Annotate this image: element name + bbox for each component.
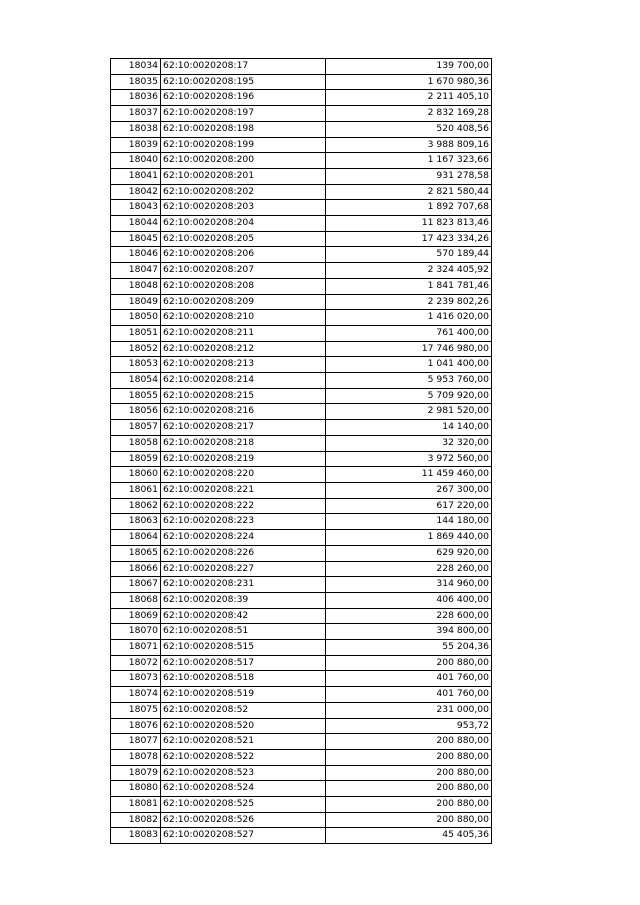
cadastral-value-cell: 1 869 440,00 [326, 530, 492, 546]
cadastral-value-cell: 2 981 520,00 [326, 404, 492, 420]
table-row [111, 168, 492, 184]
table-row [111, 640, 492, 656]
row-number-cell: 18069 [111, 608, 161, 624]
cadastral-value-cell: 32 320,00 [326, 435, 492, 451]
cadastral-value-cell: 200 880,00 [326, 765, 492, 781]
cadastral-number-cell: 62:10:0020208:211 [161, 325, 326, 341]
cadastral-value-cell: 394 800,00 [326, 624, 492, 640]
cadastral-number-cell: 62:10:0020208:200 [161, 153, 326, 169]
cadastral-number-cell: 62:10:0020208:523 [161, 765, 326, 781]
cadastral-number-cell: 62:10:0020208:221 [161, 482, 326, 498]
cadastral-number-cell: 62:10:0020208:222 [161, 498, 326, 514]
table-row [111, 278, 492, 294]
row-number-cell: 18060 [111, 467, 161, 483]
cadastral-number-cell: 62:10:0020208:209 [161, 294, 326, 310]
cadastral-number-cell: 62:10:0020208:207 [161, 263, 326, 279]
table-row [111, 231, 492, 247]
table-row [111, 247, 492, 263]
row-number-cell: 18045 [111, 231, 161, 247]
cadastral-number-cell: 62:10:0020208:525 [161, 797, 326, 813]
row-number-cell: 18081 [111, 797, 161, 813]
row-number-cell: 18066 [111, 561, 161, 577]
table-row [111, 200, 492, 216]
table-row [111, 184, 492, 200]
table-row [111, 310, 492, 326]
row-number-cell: 18076 [111, 718, 161, 734]
table-row [111, 74, 492, 90]
table-row [111, 624, 492, 640]
cadastral-value-cell: 401 760,00 [326, 687, 492, 703]
cadastral-value-cell: 1 841 781,46 [326, 278, 492, 294]
table-row [111, 718, 492, 734]
cadastral-value-cell: 17 423 334,26 [326, 231, 492, 247]
table-row [111, 137, 492, 153]
row-number-cell: 18034 [111, 59, 161, 75]
cadastral-number-cell: 62:10:0020208:218 [161, 435, 326, 451]
table-row [111, 357, 492, 373]
row-number-cell: 18046 [111, 247, 161, 263]
cadastral-value-cell: 1 416 020,00 [326, 310, 492, 326]
cadastral-number-cell: 62:10:0020208:522 [161, 749, 326, 765]
row-number-cell: 18041 [111, 168, 161, 184]
cadastral-value-cell: 200 880,00 [326, 812, 492, 828]
row-number-cell: 18061 [111, 482, 161, 498]
cadastral-number-cell: 62:10:0020208:215 [161, 388, 326, 404]
cadastral-value-cell: 2 821 580,44 [326, 184, 492, 200]
table-row [111, 514, 492, 530]
row-number-cell: 18048 [111, 278, 161, 294]
table-row [111, 561, 492, 577]
table-row [111, 216, 492, 232]
row-number-cell: 18039 [111, 137, 161, 153]
table-row [111, 577, 492, 593]
row-number-cell: 18057 [111, 420, 161, 436]
row-number-cell: 18082 [111, 812, 161, 828]
row-number-cell: 18079 [111, 765, 161, 781]
table-row [111, 498, 492, 514]
cadastral-number-cell: 62:10:0020208:521 [161, 734, 326, 750]
cadastral-number-cell: 62:10:0020208:519 [161, 687, 326, 703]
cadastral-number-cell: 62:10:0020208:214 [161, 373, 326, 389]
cadastral-value-cell: 17 746 980,00 [326, 341, 492, 357]
cadastral-value-cell: 200 880,00 [326, 734, 492, 750]
table-body [111, 59, 492, 844]
table-row [111, 655, 492, 671]
row-number-cell: 18035 [111, 74, 161, 90]
table-row [111, 373, 492, 389]
row-number-cell: 18044 [111, 216, 161, 232]
row-number-cell: 18067 [111, 577, 161, 593]
cadastral-number-cell: 62:10:0020208:208 [161, 278, 326, 294]
cadastral-value-cell: 1 041 400,00 [326, 357, 492, 373]
table-row [111, 545, 492, 561]
cadastral-number-cell: 62:10:0020208:212 [161, 341, 326, 357]
cadastral-value-cell: 761 400,00 [326, 325, 492, 341]
table-row [111, 797, 492, 813]
cadastral-value-cell: 11 823 813,46 [326, 216, 492, 232]
table-row [111, 592, 492, 608]
row-number-cell: 18077 [111, 734, 161, 750]
cadastral-value-cell: 5 709 920,00 [326, 388, 492, 404]
cadastral-number-cell: 62:10:0020208:526 [161, 812, 326, 828]
cadastral-number-cell: 62:10:0020208:17 [161, 59, 326, 75]
table-row [111, 530, 492, 546]
table-row [111, 451, 492, 467]
table-row [111, 765, 492, 781]
cadastral-value-cell: 228 600,00 [326, 608, 492, 624]
row-number-cell: 18050 [111, 310, 161, 326]
cadastral-number-cell: 62:10:0020208:227 [161, 561, 326, 577]
table-row [111, 734, 492, 750]
row-number-cell: 18078 [111, 749, 161, 765]
table-row [111, 671, 492, 687]
cadastral-number-cell: 62:10:0020208:201 [161, 168, 326, 184]
cadastral-number-cell: 62:10:0020208:196 [161, 90, 326, 106]
cadastral-value-cell: 931 278,58 [326, 168, 492, 184]
cadastral-number-cell: 62:10:0020208:195 [161, 74, 326, 90]
table-row [111, 106, 492, 122]
row-number-cell: 18047 [111, 263, 161, 279]
row-number-cell: 18043 [111, 200, 161, 216]
cadastral-value-cell: 200 880,00 [326, 797, 492, 813]
table-row [111, 325, 492, 341]
table-row [111, 90, 492, 106]
row-number-cell: 18064 [111, 530, 161, 546]
cadastral-value-cell: 401 760,00 [326, 671, 492, 687]
cadastral-number-cell: 62:10:0020208:202 [161, 184, 326, 200]
cadastral-number-cell: 62:10:0020208:213 [161, 357, 326, 373]
cadastral-value-cell: 11 459 460,00 [326, 467, 492, 483]
cadastral-number-cell: 62:10:0020208:198 [161, 121, 326, 137]
row-number-cell: 18053 [111, 357, 161, 373]
table-row [111, 121, 492, 137]
table-row [111, 749, 492, 765]
cadastral-number-cell: 62:10:0020208:517 [161, 655, 326, 671]
cadastral-value-cell: 3 972 560,00 [326, 451, 492, 467]
cadastral-number-cell: 62:10:0020208:226 [161, 545, 326, 561]
table-row [111, 812, 492, 828]
cadastral-number-cell: 62:10:0020208:216 [161, 404, 326, 420]
cadastral-number-cell: 62:10:0020208:223 [161, 514, 326, 530]
cadastral-number-cell: 62:10:0020208:210 [161, 310, 326, 326]
row-number-cell: 18056 [111, 404, 161, 420]
cadastral-value-cell: 200 880,00 [326, 781, 492, 797]
cadastral-number-cell: 62:10:0020208:231 [161, 577, 326, 593]
cadastral-number-cell: 62:10:0020208:39 [161, 592, 326, 608]
row-number-cell: 18042 [111, 184, 161, 200]
table-row [111, 781, 492, 797]
cadastral-value-cell: 144 180,00 [326, 514, 492, 530]
table-row [111, 687, 492, 703]
table-row [111, 59, 492, 75]
row-number-cell: 18059 [111, 451, 161, 467]
cadastral-number-cell: 62:10:0020208:42 [161, 608, 326, 624]
cadastral-number-cell: 62:10:0020208:527 [161, 828, 326, 844]
cadastral-number-cell: 62:10:0020208:203 [161, 200, 326, 216]
cadastral-value-cell: 1 167 323,66 [326, 153, 492, 169]
row-number-cell: 18063 [111, 514, 161, 530]
table-row [111, 388, 492, 404]
row-number-cell: 18072 [111, 655, 161, 671]
table-row [111, 153, 492, 169]
row-number-cell: 18075 [111, 702, 161, 718]
row-number-cell: 18083 [111, 828, 161, 844]
table-row [111, 404, 492, 420]
cadastral-number-cell: 62:10:0020208:515 [161, 640, 326, 656]
row-number-cell: 18065 [111, 545, 161, 561]
cadastral-number-cell: 62:10:0020208:52 [161, 702, 326, 718]
row-number-cell: 18074 [111, 687, 161, 703]
cadastral-number-cell: 62:10:0020208:224 [161, 530, 326, 546]
cadastral-value-cell: 14 140,00 [326, 420, 492, 436]
cadastral-value-cell: 3 988 809,16 [326, 137, 492, 153]
cadastral-value-cell: 2 324 405,92 [326, 263, 492, 279]
table-row [111, 828, 492, 844]
cadastral-number-cell: 62:10:0020208:520 [161, 718, 326, 734]
row-number-cell: 18038 [111, 121, 161, 137]
table-row [111, 420, 492, 436]
cadastral-value-cell: 1 670 980,36 [326, 74, 492, 90]
cadastral-value-cell: 45 405,36 [326, 828, 492, 844]
cadastral-value-cell: 314 960,00 [326, 577, 492, 593]
cadastral-number-cell: 62:10:0020208:219 [161, 451, 326, 467]
row-number-cell: 18040 [111, 153, 161, 169]
cadastral-number-cell: 62:10:0020208:217 [161, 420, 326, 436]
row-number-cell: 18054 [111, 373, 161, 389]
row-number-cell: 18062 [111, 498, 161, 514]
row-number-cell: 18071 [111, 640, 161, 656]
cadastral-value-cell: 267 300,00 [326, 482, 492, 498]
cadastral-value-cell: 2 211 405,10 [326, 90, 492, 106]
row-number-cell: 18037 [111, 106, 161, 122]
cadastral-value-table [110, 58, 492, 844]
cadastral-value-cell: 1 892 707,68 [326, 200, 492, 216]
table-row [111, 702, 492, 718]
cadastral-number-cell: 62:10:0020208:204 [161, 216, 326, 232]
table-row [111, 435, 492, 451]
cadastral-number-cell: 62:10:0020208:524 [161, 781, 326, 797]
row-number-cell: 18068 [111, 592, 161, 608]
row-number-cell: 18036 [111, 90, 161, 106]
row-number-cell: 18058 [111, 435, 161, 451]
cadastral-value-cell: 200 880,00 [326, 655, 492, 671]
cadastral-value-cell: 55 204,36 [326, 640, 492, 656]
cadastral-number-cell: 62:10:0020208:206 [161, 247, 326, 263]
table-row [111, 341, 492, 357]
cadastral-value-cell: 520 408,56 [326, 121, 492, 137]
row-number-cell: 18055 [111, 388, 161, 404]
cadastral-number-cell: 62:10:0020208:199 [161, 137, 326, 153]
cadastral-value-cell: 2 832 169,28 [326, 106, 492, 122]
table-row [111, 294, 492, 310]
cadastral-number-cell: 62:10:0020208:220 [161, 467, 326, 483]
table-row [111, 263, 492, 279]
cadastral-number-cell: 62:10:0020208:205 [161, 231, 326, 247]
cadastral-number-cell: 62:10:0020208:197 [161, 106, 326, 122]
row-number-cell: 18049 [111, 294, 161, 310]
table-row [111, 608, 492, 624]
cadastral-number-cell: 62:10:0020208:518 [161, 671, 326, 687]
cadastral-value-cell: 406 400,00 [326, 592, 492, 608]
row-number-cell: 18051 [111, 325, 161, 341]
table-row [111, 467, 492, 483]
cadastral-value-cell: 5 953 760,00 [326, 373, 492, 389]
cadastral-value-cell: 617 220,00 [326, 498, 492, 514]
cadastral-value-cell: 200 880,00 [326, 749, 492, 765]
cadastral-value-cell: 570 189,44 [326, 247, 492, 263]
cadastral-value-cell: 953,72 [326, 718, 492, 734]
cadastral-value-cell: 231 000,00 [326, 702, 492, 718]
row-number-cell: 18073 [111, 671, 161, 687]
row-number-cell: 18080 [111, 781, 161, 797]
cadastral-value-cell: 629 920,00 [326, 545, 492, 561]
table-row [111, 482, 492, 498]
cadastral-value-cell: 228 260,00 [326, 561, 492, 577]
cadastral-value-cell: 2 239 802,26 [326, 294, 492, 310]
row-number-cell: 18070 [111, 624, 161, 640]
cadastral-value-cell: 139 700,00 [326, 59, 492, 75]
cadastral-number-cell: 62:10:0020208:51 [161, 624, 326, 640]
row-number-cell: 18052 [111, 341, 161, 357]
